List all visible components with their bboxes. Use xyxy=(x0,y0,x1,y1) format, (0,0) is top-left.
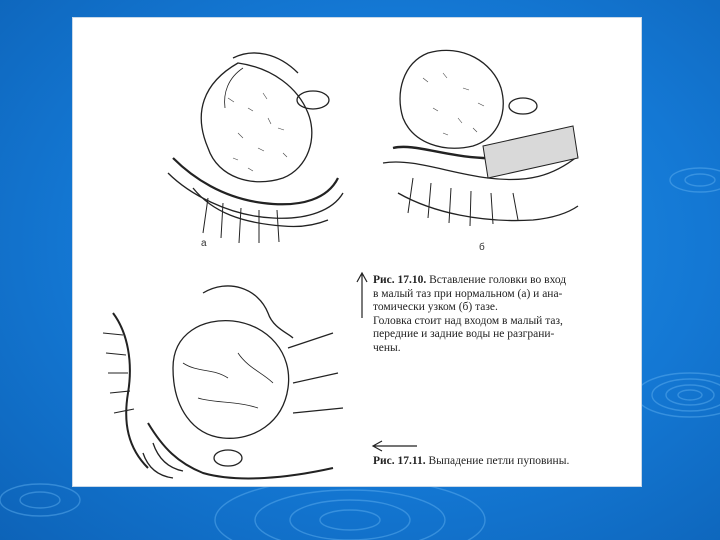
caption-1-line-4: Головка стоит над входом в малый таз, xyxy=(373,314,563,327)
left-arrow-icon xyxy=(371,440,419,452)
caption-figure-17-10 xyxy=(373,274,643,355)
figure-b-illustration xyxy=(373,28,588,253)
caption-figure-17-11 xyxy=(373,455,643,469)
slide-panel xyxy=(72,17,642,487)
figure-b-label: б xyxy=(479,242,485,253)
caption-1-line-1: Вставление головки во вход xyxy=(429,274,567,286)
up-arrow-icon xyxy=(355,270,369,320)
caption-1-line-3: томически узком (б) тазе. xyxy=(373,301,498,313)
caption-2-text: Выпадение петли пуповины. xyxy=(428,455,570,467)
caption-2-number: Рис. 17.11. xyxy=(373,455,426,467)
figure-a-illustration xyxy=(133,38,353,248)
caption-1-line-2: в малый таз при нормальном (а) и ана- xyxy=(373,287,563,300)
caption-1-number: Рис. 17.10. xyxy=(373,274,427,286)
figure-17-11-illustration xyxy=(88,273,358,483)
figure-a-label: а xyxy=(201,238,207,249)
caption-1-line-6: чены. xyxy=(373,341,401,354)
caption-1-line-5: передние и задние воды не разграни- xyxy=(373,328,555,340)
